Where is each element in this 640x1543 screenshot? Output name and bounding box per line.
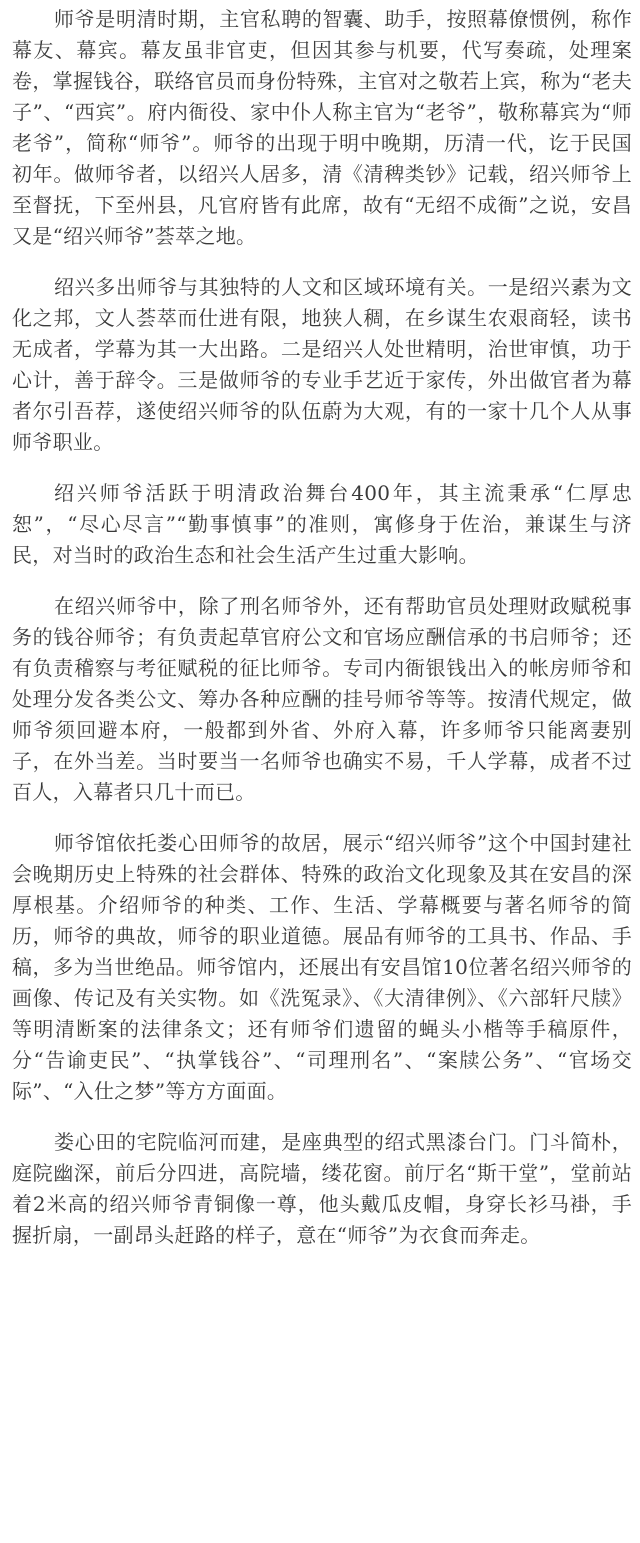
paragraph-principles: 绍兴师爷活跃于明清政治舞台400年，其主流秉承“仁厚忠恕”，“尽心尽言”“勤事慎事”的准则，寓修身于佐治，兼谋生与济民，对当时的政治生态和社会生活产生过重大影响。: [12, 481, 632, 567]
paragraph-intro: 师爷是明清时期，主官私聘的智囊、助手，按照幕僚惯例，称作幕友、幕宾。幕友虽非官吏，但因其参与机要，代写奏疏，处理案卷，掌握钱谷，联络官员而身份特殊，主官对之敬若上宾，称为“老夫子”、“西宾”。府内衙役、家中仆人称主官为“老爷”，敬称幕宾为“师老爷”，简称“师爷”。师爷的出现于明中晚期，历清一代，讫于民国初年。做师爷者，以绍兴人居多，清《清稗类钞》记载，绍兴师爷上至督抚，下至州县，凡官府皆有此席，故有“无绍不成衙”之说，安昌又是“绍兴师爷”荟萃之地。: [12, 7, 632, 248]
paragraph-types: 在绍兴师爷中，除了刑名师爷外，还有帮助官员处理财政赋税事务的钱谷师爷；有负责起草官府公文和官场应酬信承的书启师爷；还有负责稽察与考征赋税的征比师爷。专司内衙银钱出入的帐房师爷和处理分发各类公文、筹办各种应酬的挂号师爷等等。按清代规定，做师爷须回避本府，一般都到外省、外府入幕，许多师爷只能离妻别子，在外当差。当时要当一名师爷也确实不易，千人学幕，成者不过百人，入幕者只几十而已。: [12, 594, 632, 804]
paragraph-museum: 师爷馆依托娄心田师爷的故居，展示“绍兴师爷”这个中国封建社会晚期历史上特殊的社会群体、特殊的政治文化现象及其在安昌的深厚根基。介绍师爷的种类、工作、生活、学幕概要与著名师爷的简历，师爷的典故，师爷的职业道德。展品有师爷的工具书、作品、手稿，多为当世绝品。师爷馆内，还展出有安昌馆10位著名绍兴师爷的画像、传记及有关实物。如《洗冤录》、《大清律例》、《六部轩尺牍》等明清断案的法律条文；还有师爷们遗留的蝇头小楷等手稿原件，分“告谕吏民”、“执掌钱谷”、“司理刑名”、“案牍公务”、“官场交际”、“入仕之梦”等方方面面。: [12, 831, 632, 1103]
article-body: [12, 4, 632, 1271]
paragraph-residence: 娄心田的宅院临河而建，是座典型的绍式黑漆台门。门斗简朴，庭院幽深，前后分四进，高院墙，缕花窗。前厅名“斯干堂”，堂前站着2米高的绍兴师爷青铜像一尊，他头戴瓜皮帽，身穿长衫马褂，手握折扇，一副昂头赶路的样子，意在“师爷”为衣食而奔走。: [12, 1130, 632, 1247]
paragraph-origins: 绍兴多出师爷与其独特的人文和区域环境有关。一是绍兴素为文化之邦，文人荟萃而仕进有限，地狭人稠，在乡谋生农艰商轻，读书无成者，学幕为其一大出路。二是绍兴人处世精明，治世审慎，功于心计，善于辞令。三是做师爷的专业手艺近于家传，外出做官者为幕者尔引吾荐，遂使绍兴师爷的队伍蔚为大观，有的一家十几个人从事师爷职业。: [12, 275, 632, 454]
